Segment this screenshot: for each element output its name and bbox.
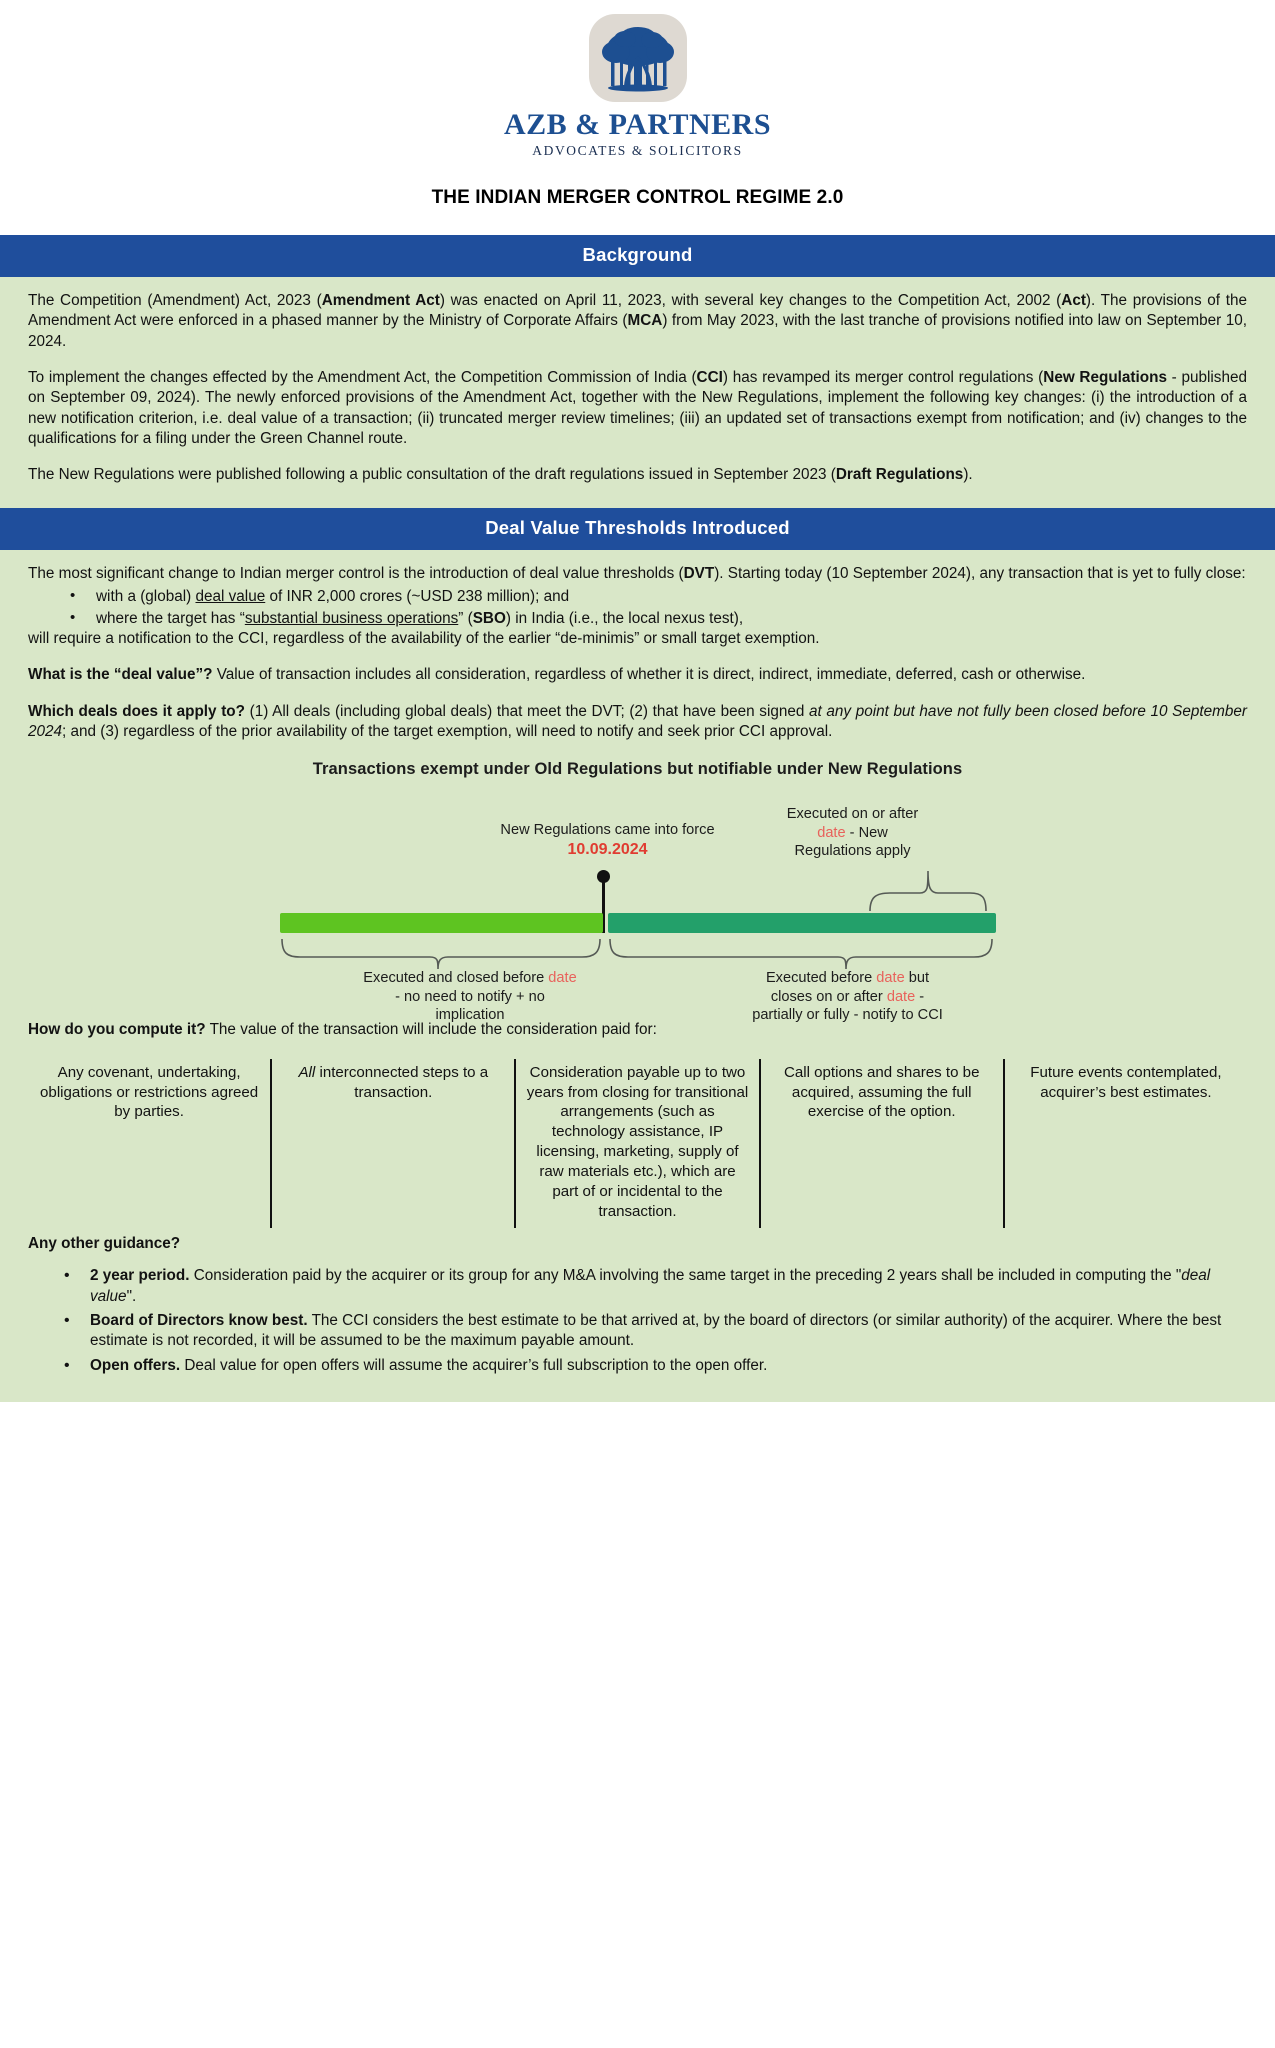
term-dvt: DVT	[683, 564, 715, 582]
bullet-1-underline: deal value	[195, 588, 266, 606]
bullet-1-post: of INR 2,000 crores (~USD 238 million); and	[265, 588, 570, 606]
br-date2: date	[886, 988, 916, 1005]
section-heading-deal-value-thresholds: Deal Value Thresholds Introduced	[0, 508, 1275, 550]
term-cci: CCI	[696, 369, 723, 387]
diagram-canvas	[268, 801, 1008, 1024]
dvt-intro	[28, 564, 1247, 584]
background-paragraph-2	[28, 368, 1247, 449]
diagram-label-line: implication	[435, 1007, 505, 1024]
brand-name: AZB & PARTNERS	[503, 108, 772, 141]
dvt-question-any-other-guidance	[28, 1234, 1247, 1254]
q1-text: Value of transaction includes all consideration, regardless of whether it is direct, indirect, immediate, deferred, cash or otherwise.	[212, 666, 1086, 684]
bl-date: date	[548, 970, 577, 987]
diagram-label-line: Regulations apply	[794, 843, 911, 860]
bg-p2-d: - published on September 09, 2024). The newly enforced provisions of the Amendment Act, together with the New Regulations, implement the following key changes: (i) the introduction of a new notification criterion, i.e. deal value of a transaction; (ii) truncated merger review timelines; (iii) an updated set of transactions exempt from notification; and (iv) changes to the qualifications for a filing under the Green Channel route.	[28, 369, 1247, 448]
diagram-label-executed-closed-before	[338, 969, 603, 1024]
q-label-any-other-guidance: Any other guidance?	[28, 1235, 181, 1252]
table-cell-future-events: Future events contemplated, acquirer’s best estimates.	[1003, 1059, 1247, 1228]
dvt-after-bullets: will require a notification to the CCI, regardless of the availability of the earlier “de-minimis” or small target exemption.	[28, 629, 820, 647]
dvt-question-what-is-deal-value	[28, 665, 1247, 685]
banyan-tree-icon	[589, 14, 687, 102]
cell-2-italic: All	[298, 1063, 316, 1081]
bg-p3-c: ).	[963, 466, 973, 484]
q-label-what-is-deal-value: What is the “deal value”?	[28, 666, 213, 684]
diagram-label-line	[338, 969, 603, 987]
guidance-text-a: Consideration paid by the acquirer or its group for any M&A involving the same target in the preceding 2 years shall be included in computing the "	[189, 1267, 1182, 1285]
diagram-label-line	[698, 969, 998, 987]
bg-p1-d: ). The provisions of the Amendment Act were enforced in a phased manner by the Ministry of Corporate Affairs (	[28, 292, 1247, 330]
list-item	[90, 1311, 1247, 1352]
brand-header	[0, 0, 1275, 159]
brace-bottom-right-icon	[608, 937, 996, 971]
term-sbo: SBO	[472, 609, 506, 627]
background-paragraph-3	[28, 465, 1247, 485]
term-draft-regulations: Draft Regulations	[835, 466, 964, 484]
list-item	[90, 1356, 1247, 1376]
q-label-how-compute: How do you compute it?	[28, 1021, 206, 1039]
q2-b: ; and (3) regardless of the prior availability of the target exemption, will need to notify and seek prior CCI approval.	[62, 722, 833, 740]
diagram-label-executed-after	[728, 805, 978, 860]
term-act: Act	[1061, 292, 1086, 309]
dvt-question-how-compute	[28, 1020, 1247, 1040]
section-heading-background: Background	[0, 235, 1275, 277]
bl-pre: Executed and closed before	[363, 970, 549, 987]
table-cell-call-options: Call options and shares to be acquired, assuming the full exercise of the option.	[759, 1059, 1003, 1228]
diagram-label-line	[728, 824, 978, 842]
rn-l1: Executed on or after	[786, 806, 919, 823]
br-date1: date	[876, 970, 905, 987]
timeline-diagram	[268, 760, 1008, 1024]
guidance-text-a: Deal value for open offers will assume the acquirer’s full subscription to the open offer.	[180, 1356, 768, 1374]
table-cell-covenants: Any covenant, undertaking, obligations or restrictions agreed by parties.	[40, 1063, 259, 1121]
page-title: THE INDIAN MERGER CONTROL REGIME 2.0	[431, 187, 844, 208]
bullet-2-pre: where the target has “	[96, 609, 245, 627]
brand-tagline: ADVOCATES & SOLICITORS	[532, 143, 743, 158]
q3-text: The value of the transaction will include the consideration paid for:	[205, 1021, 657, 1039]
term-new-regulations: New Regulations	[1043, 369, 1167, 387]
consideration-components-table	[28, 1059, 1247, 1228]
br-l2post: -	[915, 988, 925, 1005]
dvt-question-which-deals	[28, 702, 1247, 743]
term-amendment-act: Amendment Act	[321, 292, 440, 309]
diagram-label-line: New Regulations came into force	[500, 822, 715, 839]
rn-date: date	[817, 824, 846, 841]
rn-l2: - New	[845, 824, 888, 841]
brace-bottom-left-icon	[280, 937, 604, 971]
dvt-intro-a: The most significant change to Indian merger control is the introduction of deal value thresholds (	[28, 564, 684, 582]
bg-p2-a: To implement the changes effected by the Amendment Act, the Competition Commission of India (	[28, 369, 697, 387]
diagram-effective-date: 10.09.2024	[567, 840, 648, 858]
dvt-criteria-list	[28, 586, 1247, 629]
table-cell-interconnected-steps	[270, 1059, 514, 1228]
background-paragraph-1	[28, 291, 1247, 352]
diagram-label-line	[728, 805, 978, 823]
q2-italic: at any point but have not fully been closed before 10 September 2024	[28, 702, 1247, 740]
guidance-label-2-year-period: 2 year period.	[90, 1267, 190, 1285]
br-mid: but	[904, 970, 930, 987]
table-cell-transitional-consideration: Consideration payable up to two years from closing for transitional arrangements (such as technology assistance, IP licensing, marketing, supply of raw materials etc.), which are part of or incidental to the transaction.	[514, 1059, 758, 1228]
diagram-label-line: - no need to notify + no	[395, 988, 545, 1005]
dvt-intro-c: ). Starting today (10 September 2024), any transaction that is yet to fully close:	[714, 564, 1246, 582]
bullet-2-underline: substantial business operations	[244, 609, 459, 627]
bullet-2-post: ) in India (i.e., the local nexus test),	[505, 609, 744, 627]
guidance-label-board-of-directors: Board of Directors know best.	[90, 1312, 308, 1330]
bg-p1-a: The Competition (Amendment) Act, 2023 (	[28, 292, 322, 309]
section-body-deal-value-thresholds	[0, 550, 1275, 1402]
section-body-background	[0, 277, 1275, 508]
bg-p3-a: The New Regulations were published following a public consultation of the draft regulations issued in September 2023 (	[28, 466, 836, 484]
diagram-label-executed-before-closes-after	[698, 969, 998, 1024]
guidance-text-a: The CCI considers the best estimate to be that arrived at, by the board of directors (or similar authority) of the acquirer. Where the best estimate is not recorded, it will be assumed to be the maximum payable amount.	[90, 1312, 1222, 1350]
diagram-label-line	[698, 988, 998, 1006]
br-pre: Executed before	[765, 970, 877, 987]
list-item	[96, 608, 1247, 629]
term-mca: MCA	[627, 312, 663, 330]
guidance-list	[28, 1266, 1247, 1376]
bullet-2-postpre: ” (	[458, 609, 473, 627]
guidance-label-open-offers: Open offers.	[90, 1356, 181, 1374]
bg-p1-e: ) from May 2023, with the last tranche of provisions notified into law on September 10, 2024.	[28, 312, 1247, 350]
bg-p1-c: ) was enacted on April 11, 2023, with several key changes to the Competition Act, 2002 (	[439, 292, 1062, 309]
list-item	[90, 1266, 1247, 1307]
cell-2-text: interconnected steps to a transaction.	[315, 1063, 489, 1101]
diagram-title: Transactions exempt under Old Regulations but notifiable under New Regulations	[312, 760, 963, 779]
q-label-which-deals: Which deals does it apply to?	[28, 702, 245, 720]
list-item	[96, 586, 1247, 607]
diagram-label-line: partially or fully - notify to CCI	[752, 1007, 943, 1024]
br-l2pre: closes on or after	[770, 988, 887, 1005]
brace-top-right-icon	[868, 867, 988, 913]
bg-p2-c: ) has revamped its merger control regulations (	[722, 369, 1044, 387]
q2-a: (1) All deals (including global deals) that meet the DVT; (2) that have been signed	[244, 702, 810, 720]
guidance-italic: deal value	[90, 1267, 1211, 1305]
timeline-bar-after	[608, 913, 996, 933]
timeline-bar-before	[280, 913, 603, 933]
guidance-text-b: ".	[126, 1287, 137, 1305]
bullet-1-pre: with a (global)	[96, 588, 196, 606]
diagram-label-new-regulations-in-force	[468, 821, 748, 860]
